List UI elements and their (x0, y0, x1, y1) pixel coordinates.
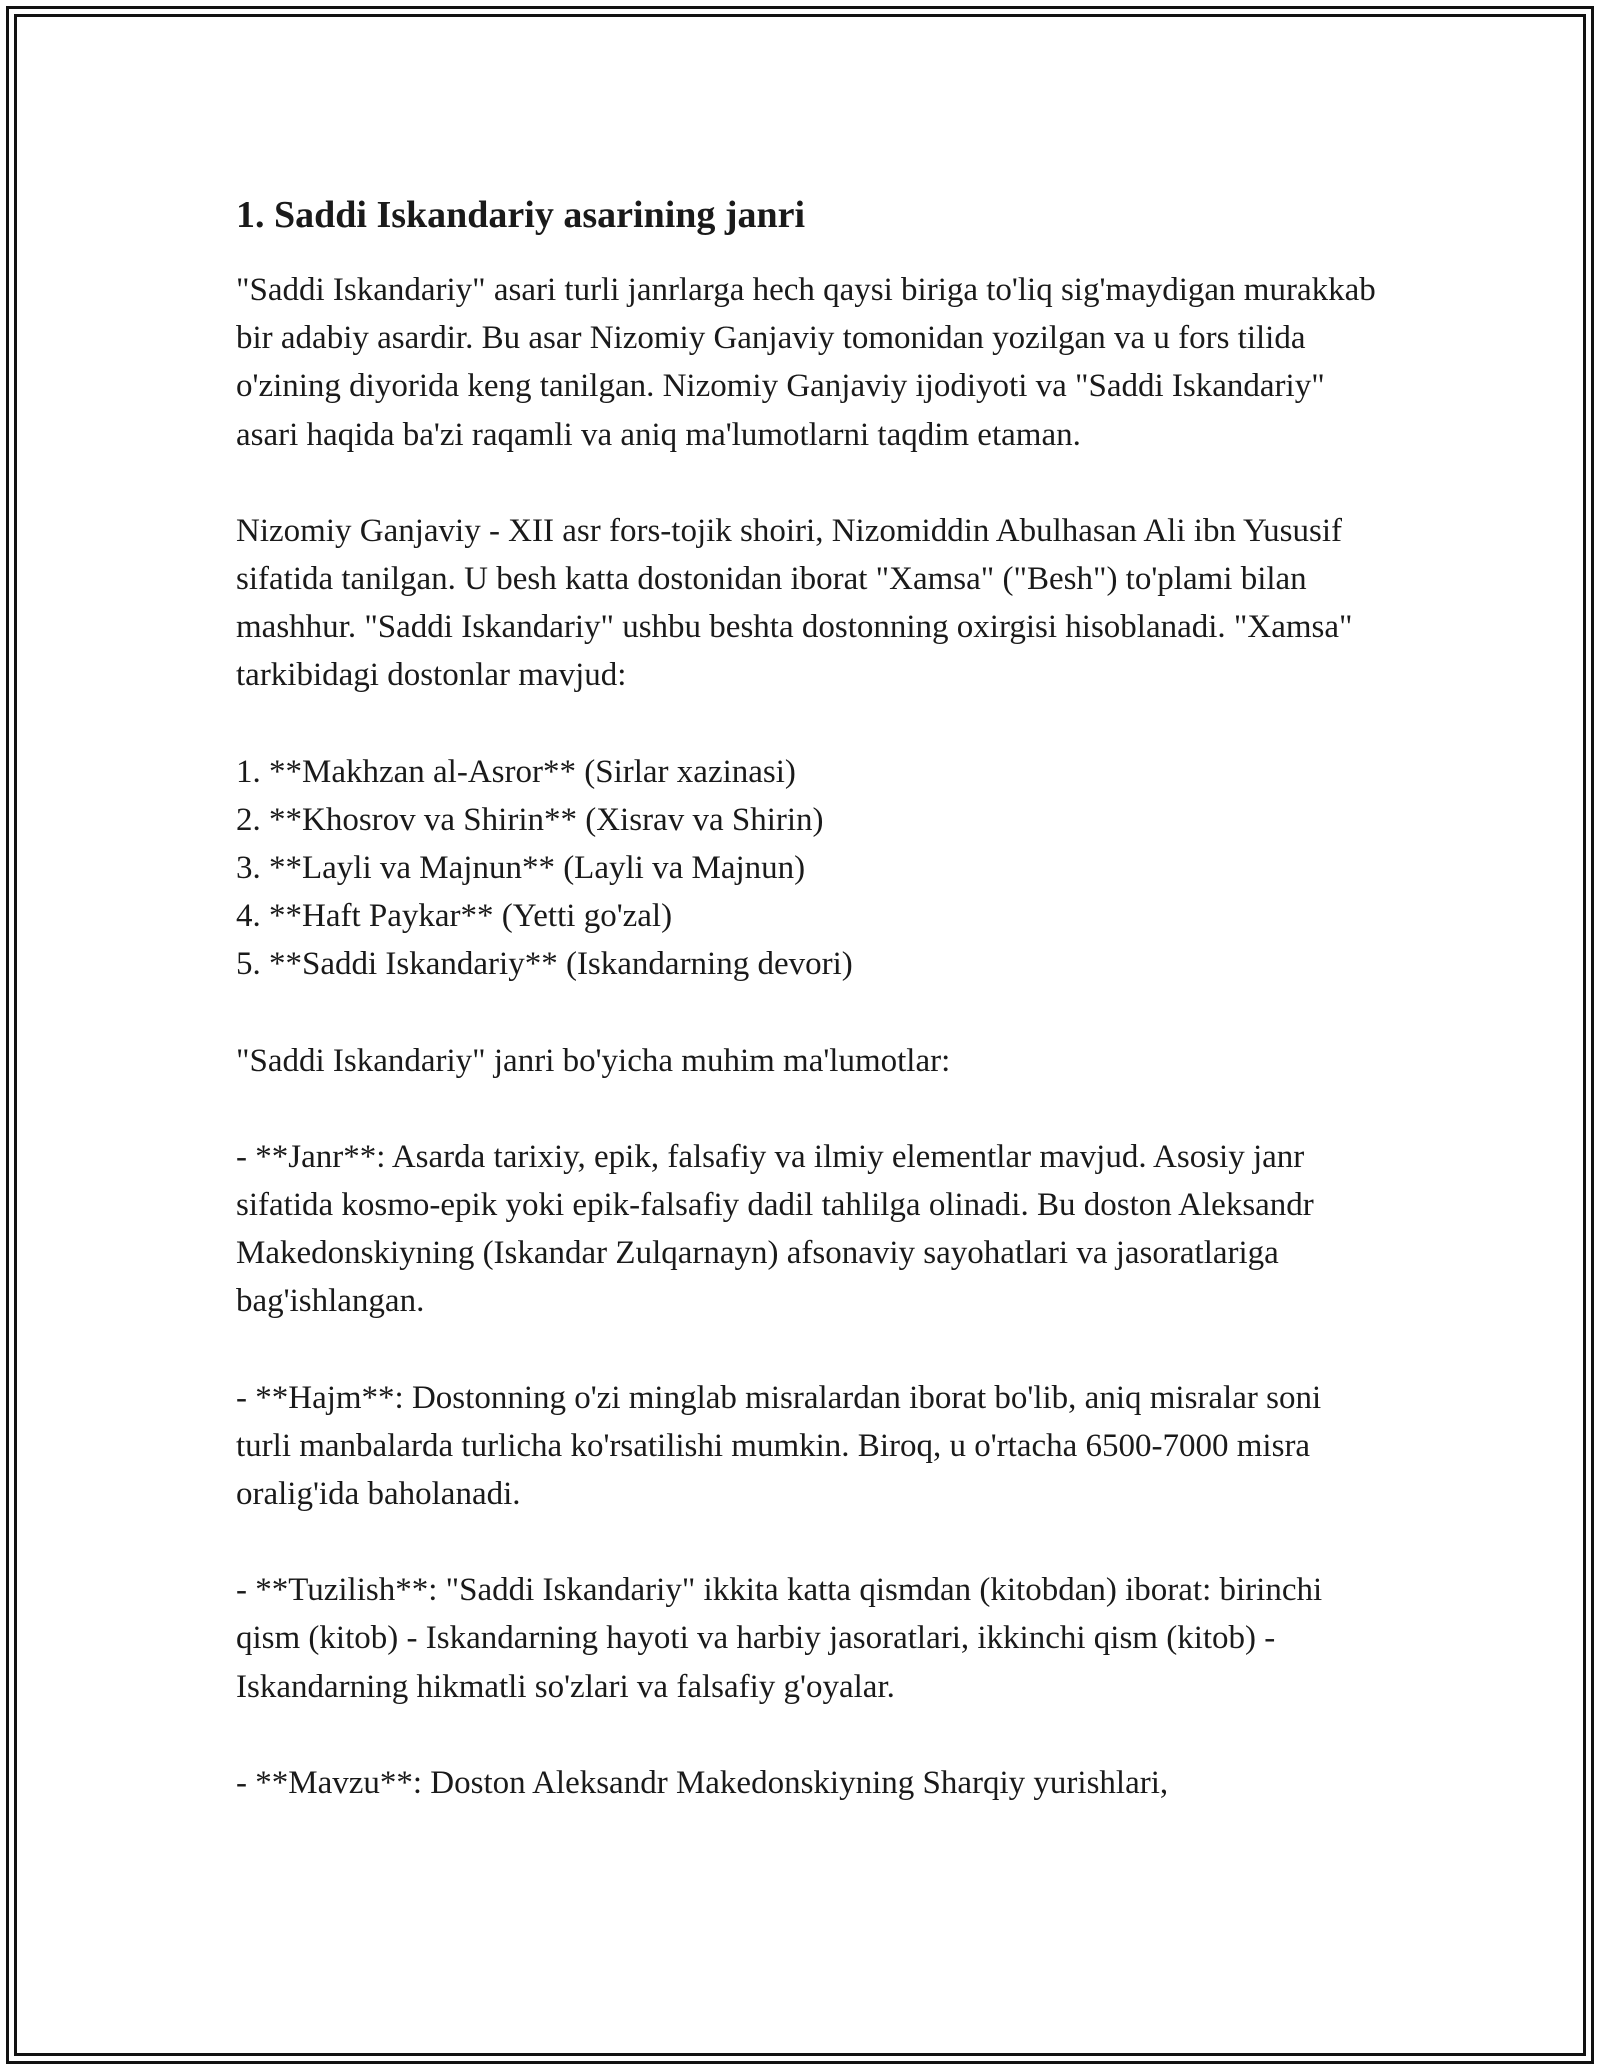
structure-point: - **Tuzilish**: "Saddi Iskandariy" ikkita katta qismdan (kitobdan) iborat: birinchi qism (kitob) - Iskandarning hayoti va harbiy jasoratlari, ikkinchi qism (kitob) - Iskandarning hikmatli so'zlari va falsafiy g'oyalar. (236, 1572, 1323, 1705)
intro-paragraph: "Saddi Iskandariy" asari turli janrlarga hech qaysi biriga to'liq sig'maydigan murakkab bir adabiy asardir. Bu asar Nizomiy Ganjaviy tomonidan yozilgan va u fors tilida o'zining diyorida keng tanilgan. Nizomiy Ganjaviy ijodiyoti va "Saddi Iskandariy" asari haqida ba'zi raqamli va aniq ma'lumotlarni taqdim etaman. (236, 272, 1376, 453)
section-heading: 1. Saddi Iskandariy asarining janri (236, 194, 806, 236)
author-paragraph: Nizomiy Ganjaviy - XII asr fors-tojik shoiri, Nizomiddin Abulhasan Ali ibn Yususif sifatida tanilgan. U besh katta dostonidan iborat "Xamsa" ("Besh") to'plami bilan mashhur. "Saddi Iskandariy" ushbu beshta dostonning oxirgisi hisoblanadi. "Xamsa" tarkibidagi dostonlar mavjud: (236, 512, 1353, 694)
list-item: 1. **Makhzan al-Asror** (Sirlar xazinasi) (236, 753, 796, 790)
volume-point: - **Hajm**: Dostonning o'zi minglab misralardan iborat bo'lib, aniq misralar soni turli manbalarda turlicha ko'rsatilishi mumkin. Biroq, u o'rtacha 6500-7000 misra oralig'ida baholanadi. (236, 1379, 1322, 1513)
list-item: 5. **Saddi Iskandariy** (Iskandarning devori) (236, 946, 853, 983)
document-body (236, 186, 1376, 1855)
genre-intro-paragraph: "Saddi Iskandariy" janri bo'yicha muhim ma'lumotlar: (236, 1042, 951, 1079)
theme-point: - **Mavzu**: Doston Aleksandr Makedonskiyning Sharqiy yurishlari, (236, 1764, 1169, 1801)
khamsa-list (236, 748, 1376, 989)
list-item: 3. **Layli va Majnun** (Layli va Majnun) (236, 850, 806, 887)
list-item: 4. **Haft Paykar** (Yetti go'zal) (236, 898, 673, 935)
genre-point: - **Janr**: Asarda tarixiy, epik, falsafiy va ilmiy elementlar mavjud. Asosiy janr sifatida kosmo-epik yoki epik-falsafiy dadil tahlilga olinadi. Bu doston Aleksandr Makedonskiyning (Iskandar Zulqarnayn) afsonaviy sayohatlari va jasoratlariga bag'ishlangan. (236, 1138, 1314, 1320)
list-item: 2. **Khosrov va Shirin** (Xisrav va Shirin) (236, 801, 824, 838)
